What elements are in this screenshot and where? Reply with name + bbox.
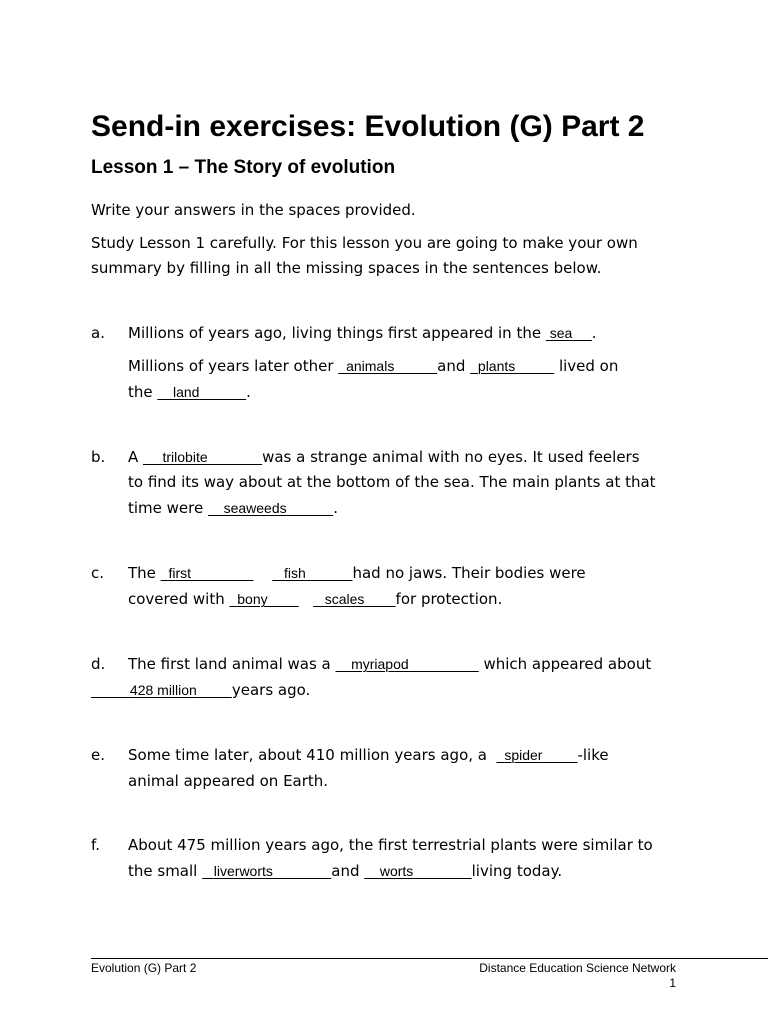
answer-blank-bony[interactable] [229,590,298,608]
question-b-line-2: to find its way about at the bottom of the sea. The main plants at that [128,473,656,491]
answer-blank-scales[interactable] [313,590,395,608]
page-number: 1 [669,976,676,990]
question-a-text-1: Millions of years ago, living things first appeared in the [128,324,546,342]
question-a-text-4: and [437,357,471,375]
question-f-line-2 [128,862,562,880]
question-d-text-3: years ago. [231,681,311,699]
question-e-text-2: -like [577,746,609,764]
footer-divider [91,958,768,959]
answer-blank-fish[interactable] [272,564,352,582]
answer-spider: spider [504,747,543,763]
answer-blank-first[interactable] [161,564,254,582]
question-c-line-1 [128,564,586,582]
instruction-line-2: Study Lesson 1 carefully. For this lesson you are going to make your own [91,234,638,252]
question-a-text-2: . [591,324,597,342]
question-f-line-1: About 475 million years ago, the first terrestrial plants were similar to [128,836,653,854]
answer-blank-animals[interactable] [338,357,437,375]
question-b-line-1 [128,448,640,466]
answer-seaweeds: seaweeds [223,500,287,516]
answer-animals: animals [346,358,395,374]
question-a-text-7: . [246,383,251,401]
footer-left-title: Evolution (G) Part 2 [91,961,197,975]
answer-blank-myriapod[interactable] [336,655,479,673]
question-label-e: e. [91,746,105,764]
question-f-text-3: living today. [471,862,563,880]
answer-worts: worts [379,863,414,879]
question-a-text-5: lived on [554,357,619,375]
answer-plants: plants [477,358,516,374]
question-a-text-6: the [128,383,158,401]
answer-blank-seaweeds[interactable] [208,499,333,517]
answer-sea: sea [549,325,573,341]
question-f-text-1: the small [128,862,203,880]
answer-myriapod: myriapod [351,656,409,672]
question-a-line-3 [128,383,251,401]
question-label-f: f. [91,836,100,854]
answer-fish: fish [284,565,306,581]
answer-liverworts: liverworts [213,863,273,879]
question-c-text-4: for protection. [395,590,503,608]
question-d-line-2 [91,681,310,699]
question-e-line-1 [128,746,609,764]
answer-bony: bony [237,591,268,607]
question-c-text-1: The [128,564,161,582]
question-label-d: d. [91,655,106,673]
question-f-text-2: and [331,862,365,880]
answer-blank-worts[interactable] [364,862,471,880]
question-a-line-2 [128,357,618,375]
question-c-line-2 [128,590,502,608]
question-d-line-1 [128,655,651,673]
answer-blank-trilobite[interactable] [143,448,262,466]
question-b-text-2: was a strange animal with no eyes. It used feelers [262,448,640,466]
question-d-text-1: The first land animal was a [128,655,336,673]
answer-first: first [168,565,192,581]
answer-blank-plants[interactable] [470,357,554,375]
question-c-text-3: covered with [128,590,230,608]
answer-trilobite: trilobite [162,449,208,465]
instruction-line-1: Write your answers in the spaces provided. [91,201,416,219]
question-b-text-1: A [128,448,144,466]
question-b-text-4: . [333,499,339,517]
page-title: Send-in exercises: Evolution (G) Part 2 [91,110,645,143]
footer-right-org: Distance Education Science Network [479,961,676,975]
question-label-c: c. [91,564,105,582]
question-label-b: b. [91,448,106,466]
answer-428-million: 428 million [129,682,197,698]
answer-blank-land[interactable] [157,383,246,401]
question-b-line-3 [128,499,338,517]
question-label-a: a. [91,324,105,342]
question-d-text-2: which appeared about [478,655,652,673]
answer-blank-spider[interactable] [497,746,578,764]
answer-scales: scales [324,591,365,607]
question-a-line-1 [128,324,597,342]
answer-blank-liverworts[interactable] [202,862,331,880]
question-a-text-3: Millions of years later other [128,357,339,375]
question-b-text-3: time were [128,499,208,517]
answer-blank-sea[interactable] [546,324,592,342]
instruction-line-3: summary by filling in all the missing spaces in the sentences below. [91,259,602,277]
question-e-text-1: Some time later, about 410 million years ago, a [128,746,492,764]
question-c-text-2: had no jaws. Their bodies were [352,564,586,582]
question-e-line-2: animal appeared on Earth. [128,772,329,790]
answer-land: land [172,384,200,400]
lesson-subtitle: Lesson 1 – The Story of evolution [91,157,396,178]
answer-blank-428-million[interactable] [91,681,232,699]
